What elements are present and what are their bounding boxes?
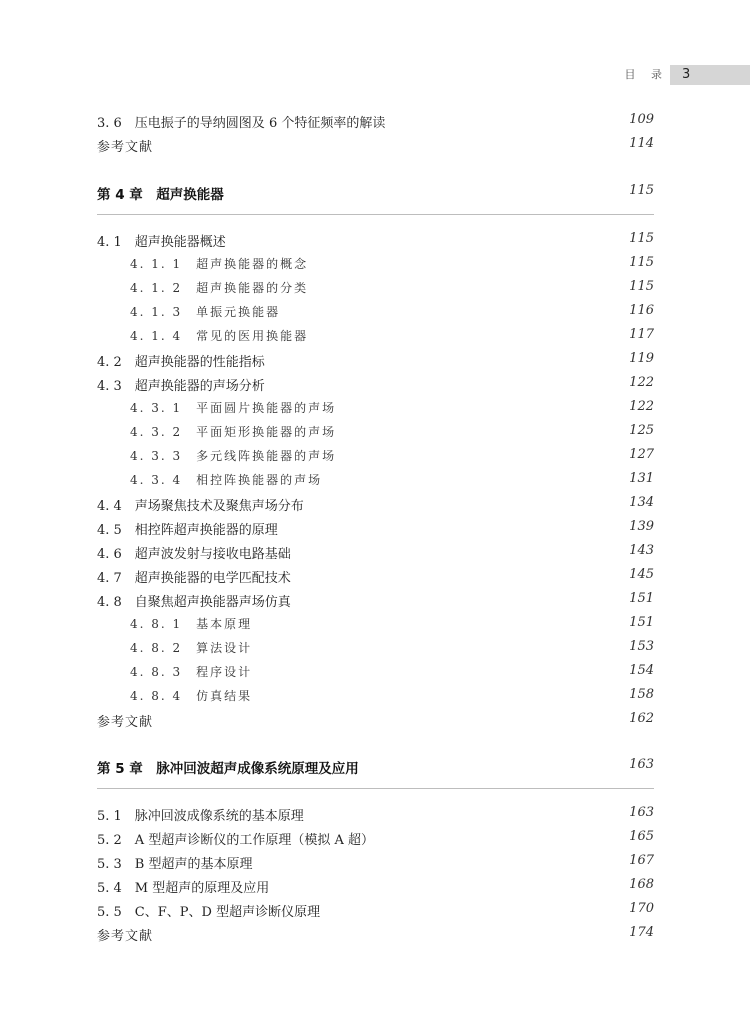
toc-entry[interactable]: 5. 1 脉冲回波成像系统的基本原理 163	[97, 805, 654, 824]
toc-chapter-heading[interactable]: 第 4 章 超声换能器 115	[97, 183, 654, 203]
toc-entry[interactable]: 4. 1 超声换能器概述 115	[97, 231, 654, 250]
toc-subentry[interactable]: 4. 8. 1 基本原理 151	[130, 615, 654, 631]
toc-entry[interactable]: 3. 6 压电振子的导纳圆图及 6 个特征频率的解读 109	[97, 112, 654, 131]
chapter-divider	[97, 214, 654, 215]
toc-entry[interactable]: 5. 3 B 型超声的基本原理 167	[97, 853, 654, 872]
toc-subentry[interactable]: 4. 3. 3 多元线阵换能器的声场 127	[130, 447, 654, 463]
toc-subentry[interactable]: 4. 8. 4 仿真结果 158	[130, 687, 654, 703]
toc-entry[interactable]: 4. 4 声场聚焦技术及聚焦声场分布 134	[97, 495, 654, 514]
toc-subentry[interactable]: 4. 1. 2 超声换能器的分类 115	[130, 279, 654, 295]
toc-entry-references[interactable]: 参考文献 162	[97, 711, 654, 730]
toc-subentry[interactable]: 4. 8. 3 程序设计 154	[130, 663, 654, 679]
page-number-box	[670, 65, 750, 85]
toc-subentry[interactable]: 4. 1. 3 单振元换能器 116	[130, 303, 654, 319]
toc-entry[interactable]: 4. 6 超声波发射与接收电路基础 143	[97, 543, 654, 562]
toc-subentry[interactable]: 4. 3. 2 平面矩形换能器的声场 125	[130, 423, 654, 439]
chapter-divider	[97, 788, 654, 789]
toc-entry[interactable]: 4. 7 超声换能器的电学匹配技术 145	[97, 567, 654, 586]
page-number: 3	[682, 67, 691, 82]
toc-entry[interactable]: 4. 2 超声换能器的性能指标 119	[97, 351, 654, 370]
toc-entry[interactable]: 4. 5 相控阵超声换能器的原理 139	[97, 519, 654, 538]
toc-entry[interactable]: 4. 3 超声换能器的声场分析 122	[97, 375, 654, 394]
toc-entry-references[interactable]: 参考文献 174	[97, 925, 654, 944]
toc-subentry[interactable]: 4. 3. 1 平面圆片换能器的声场 122	[130, 399, 654, 415]
toc-subentry[interactable]: 4. 8. 2 算法设计 153	[130, 639, 654, 655]
toc-entry[interactable]: 5. 5 C、F、P、D 型超声诊断仪原理 170	[97, 901, 654, 920]
toc-subentry[interactable]: 4. 1. 1 超声换能器的概念 115	[130, 255, 654, 271]
toc-entry-references[interactable]: 参考文献 114	[97, 136, 654, 155]
toc-entry[interactable]: 5. 2 A 型超声诊断仪的工作原理（模拟 A 超） 165	[97, 829, 654, 848]
toc-chapter-heading[interactable]: 第 5 章 脉冲回波超声成像系统原理及应用 163	[97, 757, 654, 777]
toc-subentry[interactable]: 4. 1. 4 常见的医用换能器 117	[130, 327, 654, 343]
toc-entry[interactable]: 5. 4 M 型超声的原理及应用 168	[97, 877, 654, 896]
running-header: 目 录	[624, 68, 668, 81]
toc-entry[interactable]: 4. 8 自聚焦超声换能器声场仿真 151	[97, 591, 654, 610]
toc-subentry[interactable]: 4. 3. 4 相控阵换能器的声场 131	[130, 471, 654, 487]
